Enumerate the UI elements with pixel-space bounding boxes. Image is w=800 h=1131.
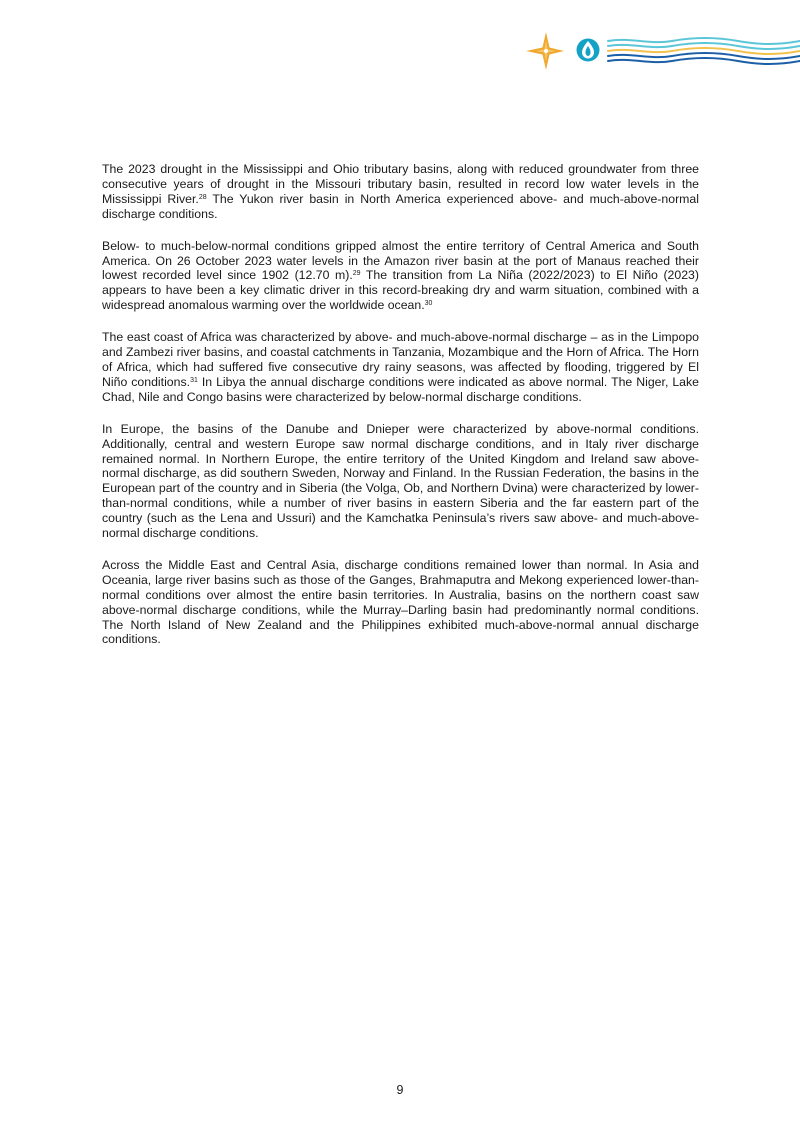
paragraph [102, 239, 699, 314]
paragraph-text: In Libya the annual discharge conditions were indicated as above normal. The Niger, Lake Chad, Nile and Congo basins were characterized by below-normal discharge conditions. [102, 374, 699, 404]
paragraph-text: In Europe, the basins of the Danube and Dnieper were characterized by above-normal conditions. Additionally, central and western Europe saw normal discharge conditions, and in Italy river discharge remained normal. In Northern Europe, the entire territory of the United Kingdom and Ireland saw above-normal discharge, as did southern Sweden, Norway and Finland. In the Russian Federation, the basins in the European part of the country and in Siberia (the Volga, Ob, and Northern Dvina) were characterized by lower-than-normal conditions, while a number of river basins in eastern Siberia and the far eastern part of the country (such as the Lena and Ussuri) and the Kamchatka Peninsula’s rivers saw above- and much-above-normal discharge conditions. [102, 421, 699, 541]
water-drop-icon [577, 39, 600, 62]
paragraph [102, 162, 699, 222]
paragraph-text: The Yukon river basin in North America experienced above- and much-above-normal discharge conditions. [102, 191, 699, 221]
header-logo [520, 28, 800, 74]
footnote-reference: 28 [198, 193, 207, 201]
compass-star-icon [526, 32, 564, 70]
paragraph [102, 558, 699, 647]
paragraph [102, 422, 699, 541]
wave-lines-icon [608, 38, 800, 64]
paragraph-text: The east coast of Africa was characterized by above- and much-above-normal discharge – as in the Limpopo and Zambezi river basins, and coastal catchments in Tanzania, Mozambique and the Horn of Africa. The Horn of Africa, which had suffered five consecutive dry rainy seasons, was affected by flooding, triggered by El Niño conditions. [102, 330, 699, 389]
footnote-reference: 29 [352, 270, 361, 278]
paragraph-text: Below- to much-below-normal conditions gripped almost the entire territory of Central America and South America. On 26 October 2023 water levels in the Amazon river basin at the port of Manaus reached their lowest recorded level since 1902 (12.70 m). [102, 238, 699, 283]
paragraph-text: The 2023 drought in the Mississippi and Ohio tributary basins, along with reduced groundwater from three consecutive years of drought in the Missouri tributary basin, resulted in record low water levels in the Mississippi River. [102, 162, 699, 206]
body-text [102, 162, 699, 664]
footnote-reference: 30 [424, 300, 433, 308]
paragraph-text: The transition from La Niña (2022/2023) to El Niño (2023) appears to have been a key climatic driver in this record-breaking dry and warm situation, combined with a widespread anomalous warming over the worldwide ocean. [102, 268, 699, 313]
paragraph [102, 330, 699, 405]
page-number: 9 [396, 1083, 404, 1097]
paragraph-text: Across the Middle East and Central Asia, discharge conditions remained lower than normal. In Asia and Oceania, large river basins such as those of the Ganges, Brahmaputra and Mekong experienced lower-than-normal conditions over almost the entire basin territories. In Australia, basins on the northern coast saw above-normal discharge conditions, while the Murray–Darling basin had predominantly normal conditions. The North Island of New Zealand and the Philippines exhibited much-above-normal annual discharge conditions. [102, 557, 699, 647]
footnote-reference: 31 [190, 376, 198, 384]
